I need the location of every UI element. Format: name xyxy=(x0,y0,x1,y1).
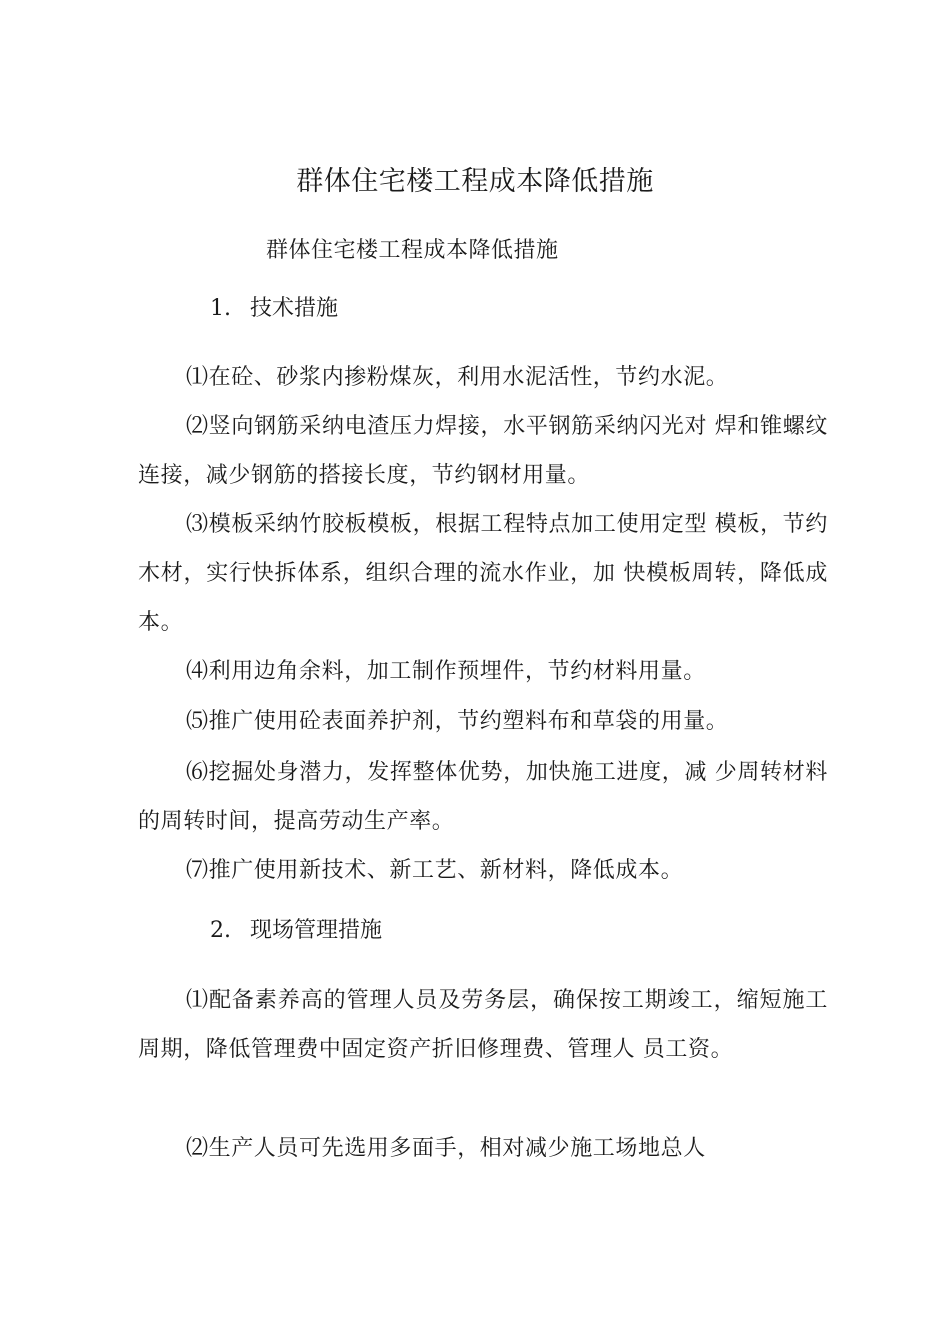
paragraph: ⑸推广使用砼表面养护剂，节约塑料布和草袋的用量。 xyxy=(186,709,729,734)
section-number: 1. xyxy=(210,296,231,321)
paragraph: ⑵生产人员可先选用多面手，相对减少施工场地总人 xyxy=(186,1136,706,1161)
document-subtitle: 群体住宅楼工程成本降低措施 xyxy=(266,238,559,263)
paragraph: ⑴在砼、砂浆内掺粉煤灰，利用水泥活性，节约水泥。 xyxy=(186,365,729,390)
paragraph: ⑵竖向钢筋采纳电渣压力焊接，水平钢筋采纳闪光对 焊和锥螺纹连接，减少钢筋的搭接长度，节约钢材用量。 xyxy=(138,414,828,488)
paragraph: ⑶模板采纳竹胶板模板，根据工程特点加工使用定型 模板，节约木材，实行快拆体系，组织合理的流水作业，加 快模板周转，降低成本。 xyxy=(138,512,828,635)
paragraph: ⑴配备素养高的管理人员及劳务层，确保按工期竣工，缩短施工周期，降低管理费中固定资产折旧修理费、管理人 员工资。 xyxy=(138,988,828,1062)
document-title: 群体住宅楼工程成本降低措施 xyxy=(296,166,654,197)
paragraph: ⑷利用边角余料，加工制作预埋件，节约材料用量。 xyxy=(186,659,706,684)
section-number: 2. xyxy=(210,918,231,943)
section-heading-technical xyxy=(210,292,338,326)
paragraph: ⑺推广使用新技术、新工艺、新材料，降低成本。 xyxy=(186,858,684,883)
paragraph: ⑹挖掘处身潜力，发挥整体优势，加快施工进度，减 少周转材料的周转时间，提高劳动生产率。 xyxy=(138,760,828,834)
section-heading-site-management xyxy=(210,914,382,948)
section-title: 现场管理措施 xyxy=(250,918,383,943)
section-title: 技术措施 xyxy=(250,296,339,321)
